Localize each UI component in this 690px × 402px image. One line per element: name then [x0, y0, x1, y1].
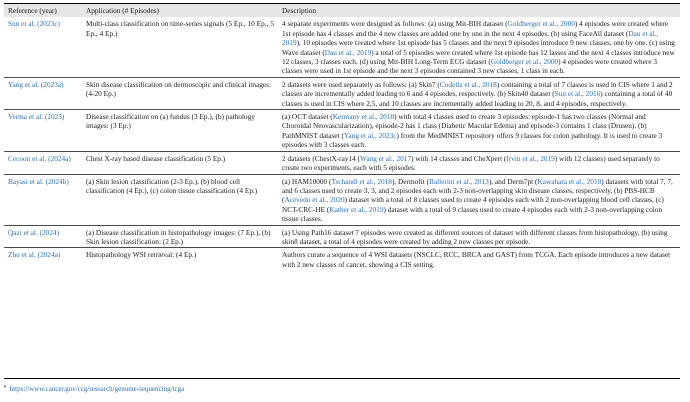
- description-text: ) 4 episodes were created where 3 classes were used in 1st episode and the next 3 episodes contained 3 new classes, 1 class in each.: [282, 57, 658, 76]
- citation-link[interactable]: Goldberger et al., 2000: [507, 19, 575, 29]
- application-cell: (a) Skin lesion classification (2-3 Ep.), (b) blood cell classification (4 Ep.), (c) colon tissue classification (4 Ep.): [82, 174, 278, 225]
- application-cell: (a) Disease classification in histopathology images: (7 Ep.), (b) Skin lesion classification: (2 Ep.): [82, 225, 278, 248]
- application-cell: Disease classification on (a) fundus (3 Ep.), (b) pathology images: (3 Ep.): [82, 110, 278, 152]
- description-text: (a) OCT dataset (: [282, 112, 333, 122]
- table-row: [4, 110, 680, 152]
- reference-link[interactable]: Sun et al. (2023c): [8, 19, 60, 29]
- application-cell: Chest X-ray based disease classification (5 Ep.): [82, 151, 278, 174]
- application-cell: Histopathology WSI retrieval: (4 Ep.): [86, 250, 197, 260]
- header-application: Application (# Episodes): [82, 4, 278, 17]
- table-row: [4, 248, 680, 270]
- table-row: [4, 17, 680, 77]
- description-cell: [278, 174, 680, 225]
- description-text: ), and Derm7pt (: [488, 176, 538, 186]
- citation-link[interactable]: Ballerini et al., 2013: [429, 176, 489, 186]
- description-text: 2 datasets were used separately as follows: (a) Skin7 (: [282, 79, 440, 89]
- description-text: ) datasets with total 7, 7, and 6 classes used to create 3, 3, and 2 episodes each with 2-3 non-overlapping skin disease classes, respectively, (b) PBS-HCB (: [282, 176, 673, 205]
- application-cell: Skin disease classification on dermoscopic and clinical images: (4-20 Ep.): [82, 77, 278, 109]
- reference-link[interactable]: Bayasi et al. (2024b): [8, 176, 69, 186]
- reference-cell: [4, 225, 82, 248]
- description-cell: [278, 151, 680, 174]
- reference-link[interactable]: Yang et al. (2023a): [8, 79, 64, 89]
- citation-link[interactable]: Tschandl et al., 2018: [331, 176, 392, 186]
- table-row: [4, 225, 680, 248]
- literature-table: [4, 4, 680, 270]
- description-text: ) 4 episodes were created where 1st episode has 4 classes and the 4 new classes are added one by one in the next 4 episodes. (b) using FaceAll dataset (: [282, 19, 669, 38]
- table-row: [4, 77, 680, 109]
- citation-link[interactable]: Kawahara et al., 2018: [537, 176, 602, 186]
- description-text: ) with 14 classes and CheXpert (: [411, 153, 507, 163]
- description-text: ) dataset with a total of 9 classes used to create 4 episodes each with 2-3 non-overlapping colon tissue classes.: [282, 204, 663, 224]
- description-text: (a) Using Path16 dataset 7 episodes were created as different sources of dataset with different classes from histopathology, (b) using skin8 dataset, a total of 4 episodes were created by adding 2 new classes per episode.: [282, 227, 668, 246]
- description-text: ) with total 4 classes used to create 3 episodes: episode-1 has two classes (Normal and Choroidal Neovascularization), episode-2 has 1 class (Diabetic Macular Edema) and episode-3 contains 1 class (Drusen). (b) PathMNIST dataset (: [282, 112, 647, 140]
- reference-link[interactable]: Cecoon et al. (2024a): [8, 153, 71, 163]
- reference-link[interactable]: Qazi et al. (2024): [8, 227, 60, 237]
- description-cell: [278, 248, 680, 270]
- footnote-link[interactable]: https://www.cancer.gov/ccg/research/genome-sequencing/tcga: [9, 385, 185, 393]
- table-bottom-rule: [4, 378, 680, 379]
- description-cell: [278, 17, 680, 77]
- citation-link[interactable]: Kather et al., 2019: [329, 204, 384, 214]
- citation-link[interactable]: Dau et al., 2019: [282, 28, 659, 48]
- citation-link[interactable]: Kermany et al., 2018: [332, 112, 395, 122]
- citation-link[interactable]: Wang et al., 2017: [360, 153, 412, 163]
- citation-link[interactable]: Dau et al., 2019: [324, 47, 372, 57]
- citation-link[interactable]: Acevedo et al., 2020: [284, 195, 345, 205]
- citation-link[interactable]: Irvin et al., 2019: [506, 153, 555, 163]
- footnote-mark: a: [4, 384, 7, 390]
- description-text: ) with 12 classes) used separately to create two experiments, each with 5 episodes.: [282, 153, 660, 173]
- reference-link[interactable]: Zhu et al. (2024a): [8, 250, 61, 260]
- table-row: [4, 151, 680, 174]
- description-cell: [278, 77, 680, 109]
- description-text: Authors curate a sequence of 4 WSI datasets (NSCLC, RCC, BRCA and GAST) from TCGA. Each episode introduces a new dataset with 2 new classes of cancer, showing a CIS setting.: [282, 250, 671, 269]
- description-text: ) from the MedMNIST repository offers 9 classes for colon pathology. It is used to create 3 episodes with 3 classes each.: [282, 130, 663, 150]
- table-header-row: [4, 4, 680, 17]
- description-text: (a) HAM10000 (: [282, 176, 332, 186]
- reference-link[interactable]: Verma et al. (2023): [8, 112, 65, 122]
- reference-cell: [4, 17, 82, 77]
- reference-cell: [4, 174, 82, 225]
- description-text: ) dataset with a total of 8 classes used to create 4 episodes each with 2 non-overlapping blood cell classes, (c) NCT-CRC-HE (: [282, 195, 664, 214]
- reference-cell: [4, 77, 82, 109]
- table-row: [4, 174, 680, 225]
- citation-link[interactable]: Goldberger et al., 2000: [490, 57, 559, 67]
- reference-cell: [4, 248, 82, 270]
- header-description: Description: [278, 4, 680, 17]
- description-cell: [278, 110, 680, 152]
- header-reference: Reference (year): [4, 4, 82, 17]
- description-text: ) containing a total of 40 classes is used in CIS where 2,5, and 10 classes are incrementally added leading to 20, 8, and 4 episodes, respectively.: [282, 89, 673, 108]
- citation-link[interactable]: Codella et al., 2018: [439, 79, 497, 89]
- description-text: ) a total of 5 episodes were created where 1st episode has 12 lasses and the next 4 classes introduce new 12 classes, 3 classes each. (d) using Mit-BIH Long-Term ECG dataset (: [282, 47, 675, 67]
- application-cell: Multi-class classification on time-series signals (5 Ep., 10 Ep., 5 Ep., 4 Ep.): [82, 17, 278, 77]
- reference-cell: [4, 110, 82, 152]
- description-cell: [278, 225, 680, 248]
- description-text: 4 separate experiments were designed as follows: (a) using Mit-BIH dataset (: [282, 19, 508, 29]
- citation-link[interactable]: Sun et al., 2016: [554, 89, 601, 99]
- citation-link[interactable]: Yang et al., 2023c: [343, 130, 397, 140]
- description-text: ), 10 episodes were created where 1st episode has 5 classes and the next 9 episodes introduce 9 new classes, one by one. (c) using Wave dataset (: [282, 38, 675, 57]
- description-text: ), Dermofit (: [391, 176, 430, 186]
- description-text: 2 datasets (ChestX-ray14 (: [282, 153, 361, 163]
- reference-cell: [4, 151, 82, 174]
- footnote: [4, 385, 184, 394]
- description-text: ) containing a total of 7 classes is used in CIS where 1 and 2 classes are incrementally added leading to 6 and 4 episodes, respectively. (b) Skin40 dataset (: [282, 79, 673, 99]
